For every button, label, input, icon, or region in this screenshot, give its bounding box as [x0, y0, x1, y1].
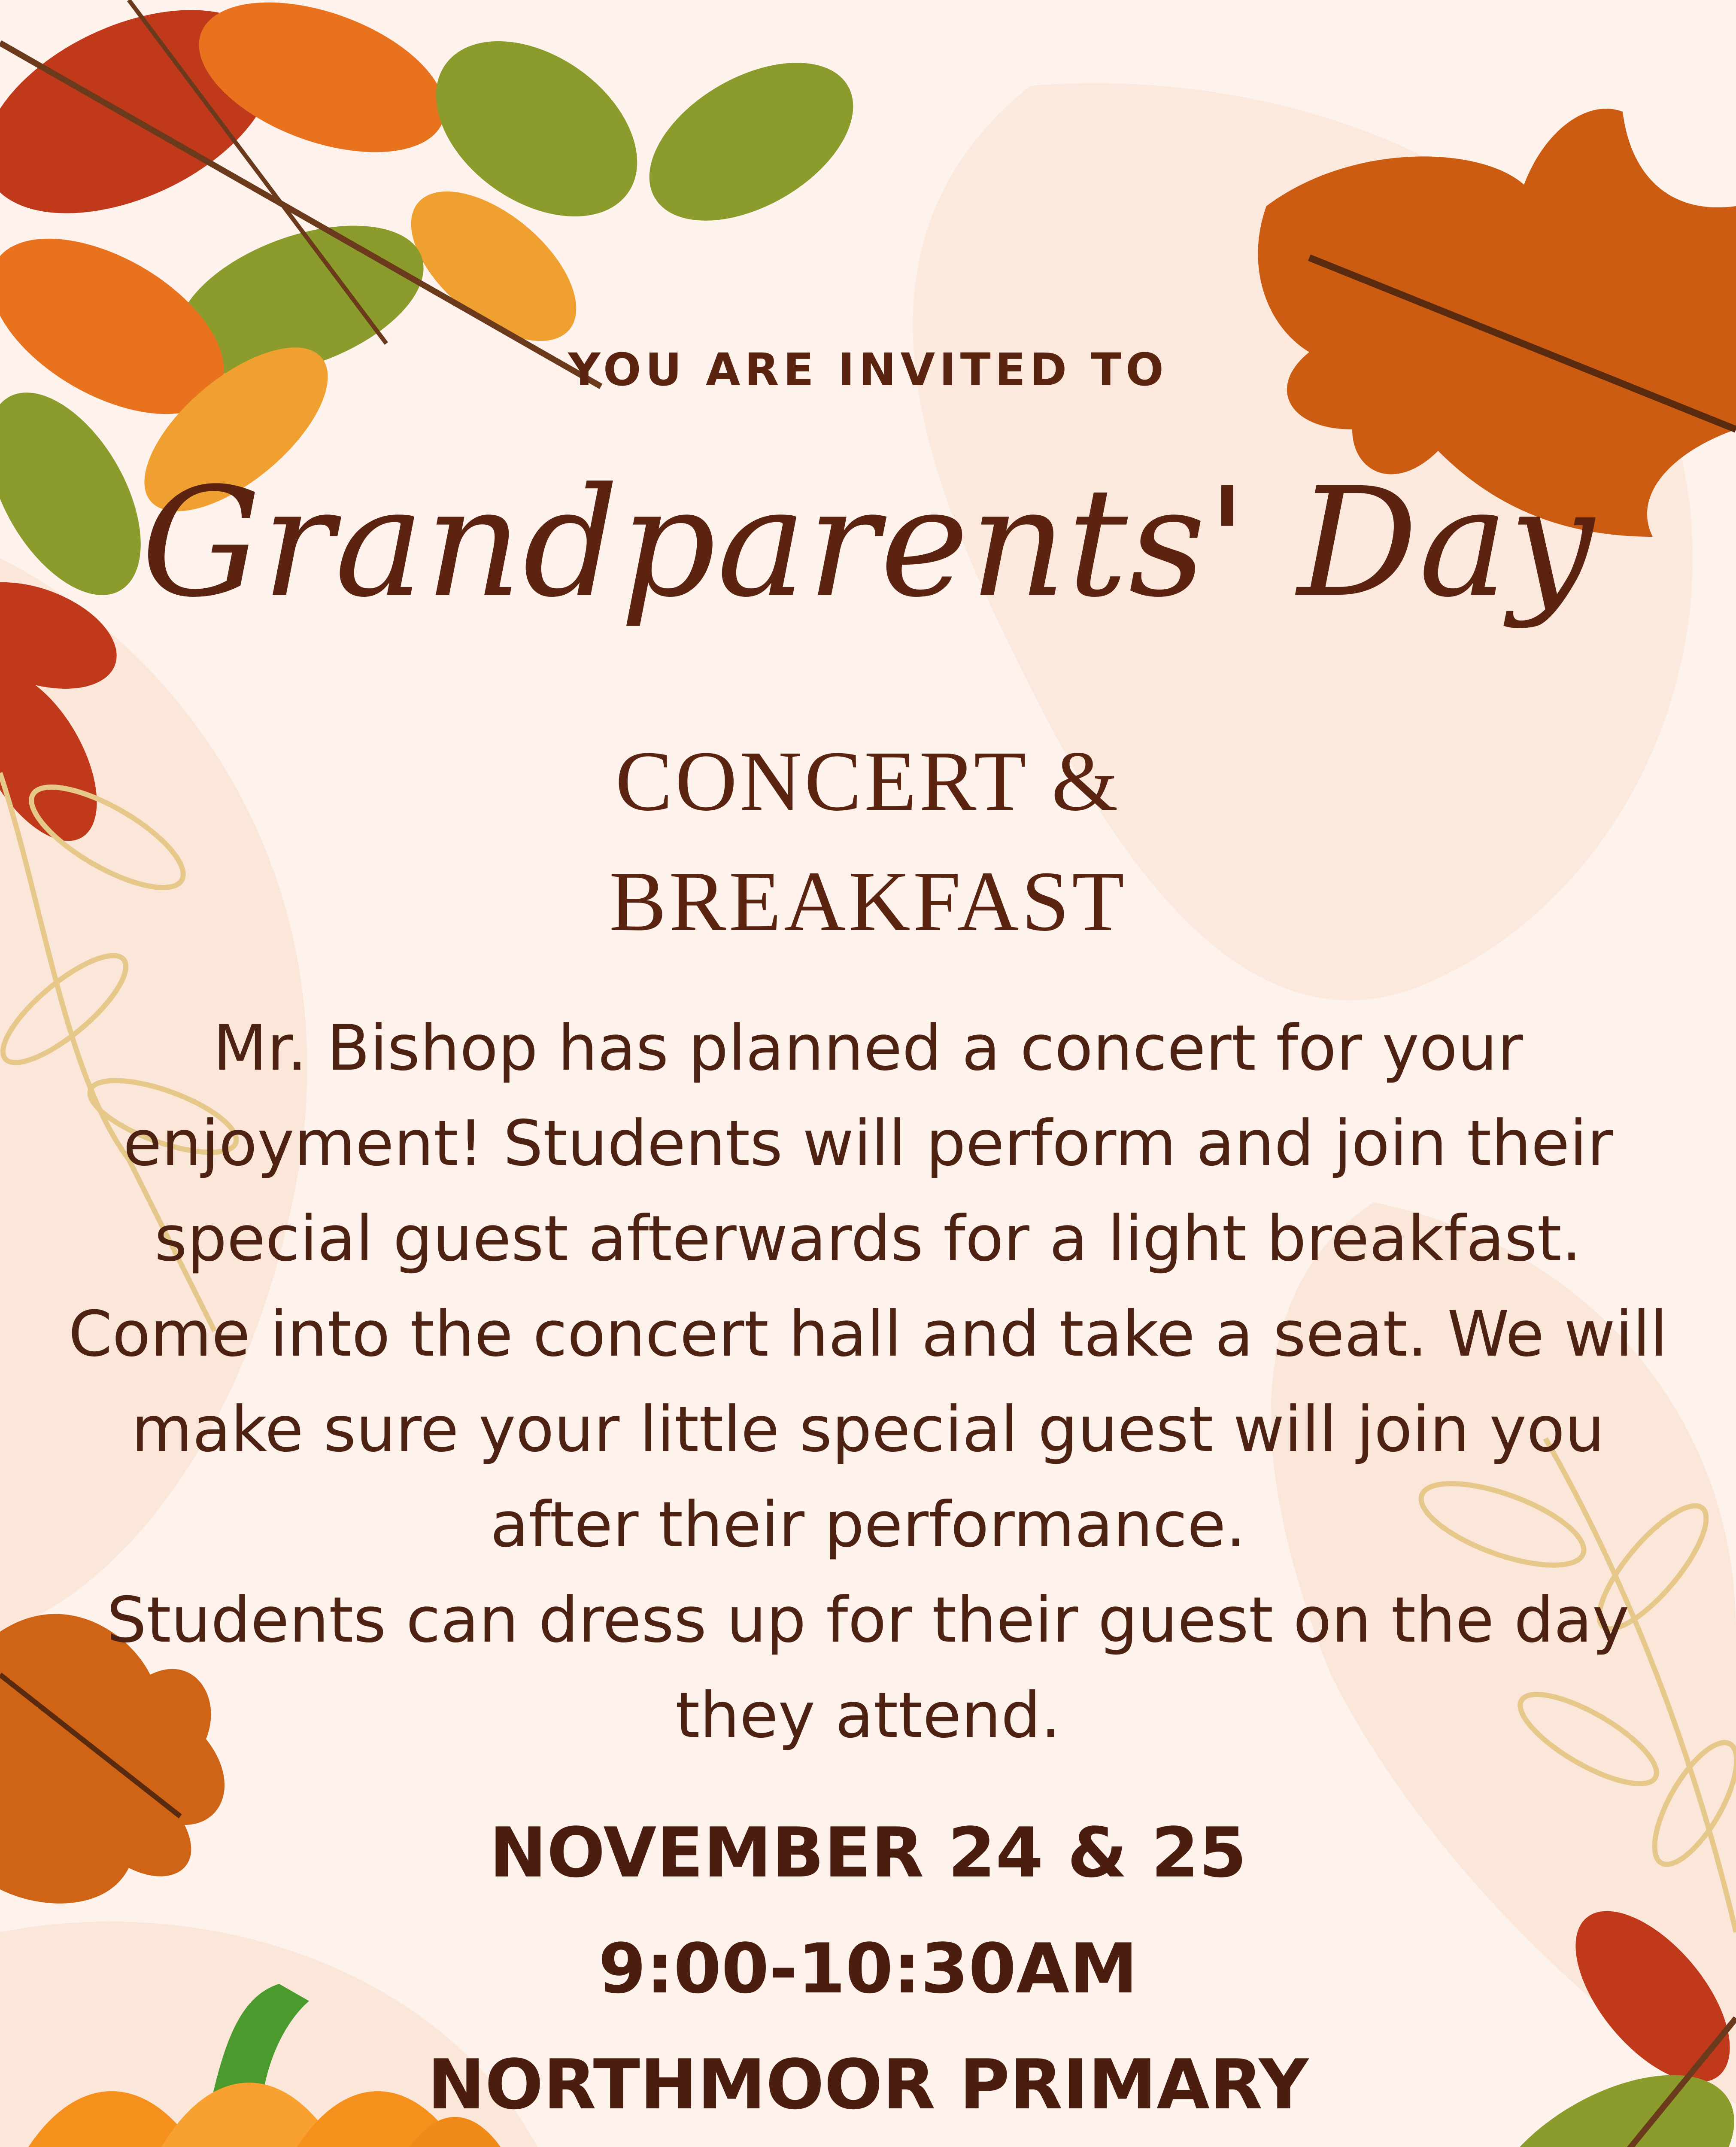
- event-dates: NOVEMBER 24 & 25: [489, 1812, 1247, 1893]
- body-line: Come into the concert hall and take a seat. We will: [68, 1298, 1668, 1371]
- body-line: Students can dress up for their guest on the day: [106, 1584, 1630, 1657]
- event-details: [0, 1795, 1736, 2147]
- body-line: make sure your little special guest will join you: [131, 1393, 1605, 1466]
- body-line: Mr. Bishop has planned a concert for your: [213, 1012, 1523, 1085]
- event-time: 9:00-10:30AM: [598, 1928, 1138, 2009]
- body-line: after their performance.: [490, 1488, 1246, 1561]
- body-line: they attend.: [675, 1679, 1061, 1752]
- body-line: special guest afterwards for a light breakfast.: [154, 1202, 1582, 1275]
- invitation-body: [0, 1001, 1736, 1763]
- invite-line: YOU ARE INVITED TO: [568, 344, 1168, 396]
- event-location: NORTHMOOR PRIMARY: [427, 2044, 1309, 2125]
- event-location: [0, 2143, 1736, 2147]
- page-title: Grandparents' Day: [141, 455, 1595, 630]
- subtitle-line: CONCERT &: [615, 734, 1121, 829]
- subtitle-line: BREAKFAST: [609, 854, 1127, 949]
- body-line: enjoyment! Students will perform and join their: [123, 1107, 1613, 1180]
- subtitle: [0, 721, 1736, 962]
